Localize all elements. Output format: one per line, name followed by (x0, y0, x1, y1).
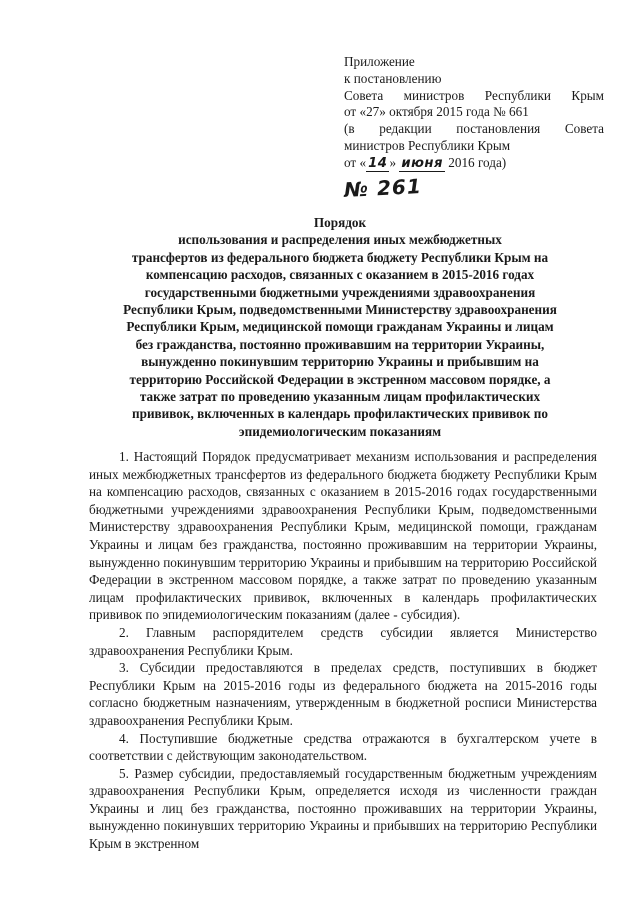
title-line: компенсацию расходов, связанных с оказанием в 2015-2016 годах (145, 267, 535, 283)
appendix-line: министров Республики Крым (344, 137, 511, 153)
handwritten-month: июня (401, 155, 443, 171)
title-line: прививок, включенных в календарь профилактических прививок по (132, 406, 548, 422)
document-title (80, 214, 600, 440)
appendix-line: Совета министров Республики Крым (344, 87, 604, 103)
paragraph-1: 1. Настоящий Порядок предусматривает механизм использования и распределения иных межбюджетных трансфертов из федерального бюджета бюджету Республики Крым на компенсацию расходов, связанных с оказанием в 2015-2016 годах государственными бюджетными учреждениями здравоохранения Республики Крым, подведомственными Министерству здравоохранения Республики Крым, медицинской помощи, гражданам Украины и лицам без гражданства, постоянно проживавшим на территории Украины, вынужденно покинувшим территорию Украины и прибывшим на территорию Российской Федерации в экстренном массовом порядке, а также затрат по проведению указанным лицам профилактических прививок, включенных в календарь профилактических прививок по эпидемиологическим показаниям (далее - субсидия). (89, 449, 597, 623)
handwritten-resolution-number: № 261 (343, 173, 423, 203)
title-line: использования и распределения иных межбюджетных (178, 232, 502, 248)
paragraph-2: 2. Главным распорядителем средств субсидии является Министерство здравоохранения Республики Крым. (89, 624, 597, 658)
appendix-line: к постановлению (344, 70, 442, 86)
date-mid: » (389, 154, 400, 170)
appendix-date-line (344, 155, 604, 173)
handwritten-day: 14 (368, 155, 388, 171)
title-line: без гражданства, постоянно проживавшим на территории Украины, (135, 336, 545, 352)
title-line: Республики Крым, медицинской помощи гражданам Украины и лицам (126, 319, 554, 335)
paragraph-3: 3. Субсидии предоставляются в пределах средств, поступивших в бюджет Республики Крым на 2015-2016 годы из федерального бюджета на 2015-2016 годы согласно бюджетным назначениям, утвержденным в бюджетной росписи Министерства здравоохранения Республики Крым. (89, 660, 597, 728)
title-line: Республики Крым, подведомственными Министерству здравоохранения (123, 302, 557, 318)
title-line: государственными бюджетными учреждениями здравоохранения (144, 284, 536, 300)
date-suffix: 2016 года) (444, 154, 507, 170)
document-body (89, 448, 597, 853)
appendix-line: Приложение (344, 54, 415, 69)
title-line: эпидемиологическим показаниям (238, 423, 442, 439)
title-line: трансфертов из федерального бюджета бюджету Республики Крым на (131, 249, 549, 265)
paragraph-4: 4. Поступившие бюджетные средства отражаются в бухгалтерском учете в соответствии с действующим законодательством. (89, 730, 597, 764)
title-line: Порядок (313, 215, 367, 230)
title-line: вынужденно покинувшим территорию Украины и прибывшим на (141, 354, 539, 370)
appendix-line: (в редакции постановления Совета (344, 121, 604, 137)
appendix-header (344, 54, 604, 173)
date-prefix: от « (344, 154, 367, 170)
appendix-line: от «27» октября 2015 года № 661 (344, 104, 529, 120)
paragraph-5: 5. Размер субсидии, предоставляемый государственным бюджетным учреждениям здравоохранения Республики Крым, определяется исходя из численности граждан Украины и лиц без гражданства, постоянно проживавших на территории Украины, вынужденно покинувших территорию Украины и прибывших на территорию Республики Крым в экстренном (89, 765, 597, 852)
title-line: также затрат по проведению указанным лицам профилактических (139, 389, 541, 405)
title-line: территорию Российской Федерации в экстренном массовом порядке, а (129, 371, 551, 387)
